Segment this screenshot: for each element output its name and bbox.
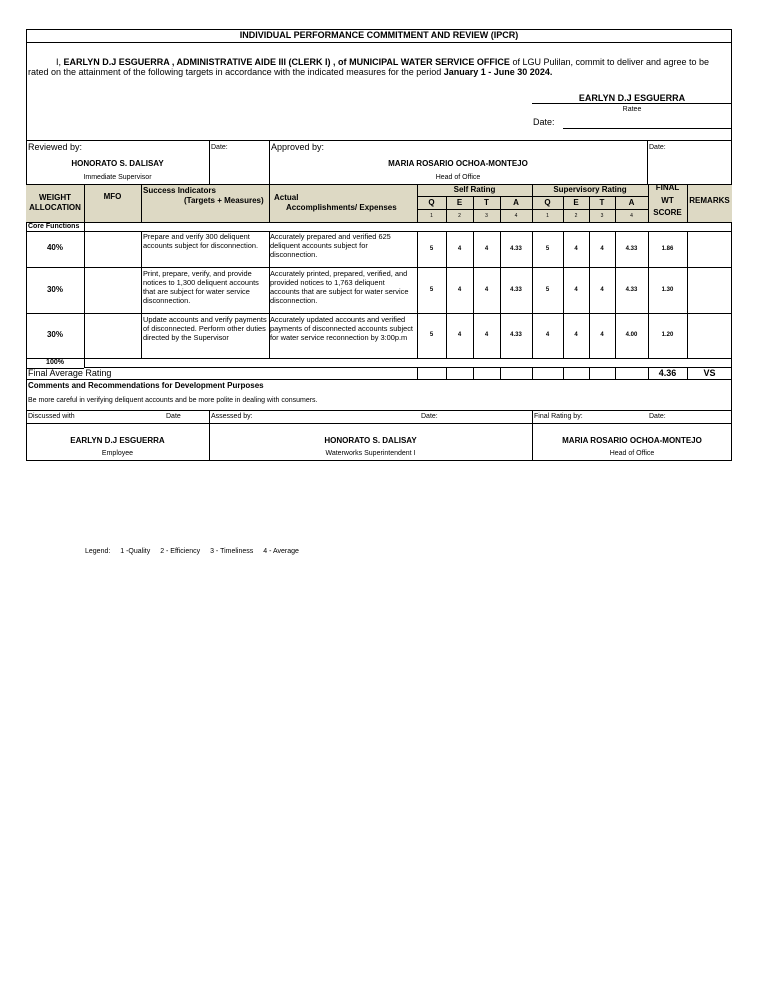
header-num: 3	[485, 213, 488, 219]
divider	[500, 367, 501, 379]
self-rating-t: 4	[484, 246, 489, 252]
weight-cell: 30%	[46, 285, 63, 294]
sup-rating-a: 4.33	[625, 246, 638, 252]
sup-rating-t: 4	[600, 246, 604, 252]
self-rating-q: 5	[429, 287, 434, 293]
commitment-line-2	[28, 68, 552, 77]
header-num: 2	[574, 213, 578, 219]
legend-label: Legend:	[85, 548, 111, 555]
divider	[26, 358, 732, 359]
header-allocation: ALLOCATION	[29, 203, 81, 212]
sup-rating-e: 4	[574, 246, 578, 252]
final-rater-signatory-name: MARIA ROSARIO OCHOA-MONTEJO	[562, 436, 702, 445]
divider	[26, 267, 732, 268]
header-success-indicators: Success Indicators	[143, 186, 216, 195]
weight-cell: 40%	[46, 243, 63, 252]
approved-by-label: Approved by:	[271, 142, 325, 152]
self-rating-e: 4	[457, 246, 462, 252]
header-a: A	[628, 198, 635, 207]
header-num: 3	[600, 213, 604, 219]
final-average-remark: VS	[703, 368, 716, 378]
discussed-date-label: Date	[166, 413, 181, 420]
approver-name: MARIA ROSARIO OCHOA-MONTEJO	[388, 159, 528, 168]
final-average-label: Final Average Rating	[28, 368, 112, 378]
header-num: 2	[458, 213, 461, 219]
sup-rating-q: 5	[545, 287, 550, 293]
header-e: E	[573, 198, 579, 207]
intro-line-2: rated on the attainment of the following targets in accordance with the indicated measures for the period	[28, 67, 442, 77]
header-weight: WEIGHT	[39, 193, 71, 202]
reviewed-by-label: Reviewed by:	[28, 142, 83, 152]
ratee-name: EARLYN D.J ESGUERRA	[578, 93, 686, 103]
header-num: 4	[630, 213, 633, 219]
divider	[84, 184, 85, 368]
final-wt-score: 1.86	[661, 246, 674, 252]
divider	[26, 410, 732, 411]
assessor-signatory-title: Waterworks Superintendent I	[325, 450, 416, 457]
header-t: T	[484, 198, 489, 207]
self-rating-t: 4	[484, 287, 489, 293]
header-actual: Actual	[274, 193, 299, 202]
divider	[500, 196, 501, 222]
self-rating-e: 4	[457, 287, 462, 293]
employee-name-position: EARLYN D.J ESGUERRA , ADMINISTRATIVE AIDE III (CLERK I) , of	[63, 57, 347, 67]
divider	[417, 367, 418, 379]
legend-item: 4 - Average	[263, 548, 299, 555]
divider	[647, 140, 648, 184]
employee-signatory-title: Employee	[101, 450, 134, 457]
divider	[687, 231, 688, 358]
assessed-by-label: Assessed by:	[211, 413, 253, 420]
divider	[26, 379, 732, 380]
approver-title: Head of Office	[435, 174, 481, 181]
header-accomplishments: Accomplishments/ Expenses	[286, 203, 397, 212]
header-supervisory-rating: Supervisory Rating	[553, 185, 627, 194]
commitment-line-1	[56, 58, 709, 67]
form-title: INDIVIDUAL PERFORMANCE COMMITMENT AND REVIEW (IPCR)	[239, 30, 519, 40]
divider	[648, 184, 649, 222]
header-self-rating: Self Rating	[453, 185, 496, 194]
self-rating-a: 4.33	[510, 246, 522, 252]
header-score: SCORE	[653, 208, 682, 217]
self-rating-a: 4.33	[510, 287, 522, 293]
final-wt-score: 1.20	[661, 332, 674, 338]
reviewer-name: HONORATO S. DALISAY	[71, 159, 164, 168]
approval-date-label: Date:	[649, 144, 666, 151]
intro-prefix: I,	[56, 57, 62, 67]
header-num: 4	[514, 213, 518, 219]
divider	[532, 367, 533, 379]
comments-text: Be more careful in verifying deliquent accounts and be more polite in dealing with consumers.	[28, 397, 318, 404]
divider	[417, 184, 418, 222]
reviewer-title: Immediate Supervisor	[83, 174, 152, 181]
header-num: 1	[546, 213, 549, 219]
divider	[26, 313, 732, 314]
self-rating-a: 4.33	[510, 332, 522, 338]
divider	[141, 231, 142, 358]
divider	[26, 42, 732, 43]
divider	[563, 196, 564, 222]
header-t: T	[599, 198, 605, 207]
final-rating-date-label: Date:	[649, 413, 666, 420]
self-rating-t: 4	[484, 332, 489, 338]
header-wt: WT	[661, 196, 674, 205]
sup-rating-t: 4	[600, 332, 604, 338]
divider	[473, 367, 474, 379]
legend-item: 1 -Quality	[120, 548, 151, 555]
ratee-date-label: Date:	[533, 117, 555, 127]
legend-item: 2 - Efficiency	[160, 548, 201, 555]
ratee-signature-line	[532, 103, 732, 104]
header-remarks: REMARKS	[689, 196, 730, 205]
divider	[532, 184, 533, 222]
header-targets-measures: (Targets + Measures)	[184, 196, 264, 205]
self-rating-q: 5	[429, 332, 434, 338]
intro-suffix: of LGU Pulilan, commit to deliver and agree to be	[512, 57, 710, 67]
divider	[615, 196, 616, 222]
divider	[446, 196, 447, 222]
sup-rating-q: 4	[545, 332, 550, 338]
ratee-date-line	[563, 128, 732, 129]
legend-item: 3 - Timeliness	[210, 548, 254, 555]
header-shade	[84, 184, 141, 222]
header-mfo: MFO	[103, 192, 122, 201]
employee-signatory-name: EARLYN D.J ESGUERRA	[70, 436, 165, 445]
divider	[269, 184, 270, 222]
divider	[26, 423, 732, 424]
actual-accomplishment-cell: Accurately updated accounts and verified payments of disconnected accounts subject for water service reconnection by 3:00p.m	[270, 315, 413, 342]
final-average-score: 4.36	[658, 368, 677, 378]
success-indicator-cell: Update accounts and verify payments of disconnected. Perform other duties directed by the Supervisor	[143, 315, 267, 342]
success-indicator-cell: Print, prepare, verify, and provide notices to 1,300 deliquent accounts that are subject for water service disconnection.	[143, 269, 259, 305]
divider	[615, 367, 616, 379]
divider	[473, 196, 474, 222]
rating-period: January 1 - June 30 2024.	[443, 67, 553, 77]
header-q: Q	[428, 198, 435, 207]
divider	[563, 367, 564, 379]
success-indicator-cell: Prepare and verify 300 deliquent accounts subject for disconnection.	[143, 232, 259, 250]
comments-heading: Comments and Recommendations for Development Purposes	[28, 381, 264, 390]
sup-rating-t: 4	[600, 287, 604, 293]
divider	[84, 367, 732, 368]
sup-rating-q: 5	[545, 246, 550, 252]
divider	[589, 196, 590, 222]
assessor-signatory-name: HONORATO S. DALISAY	[324, 436, 417, 445]
actual-accomplishment-cell: Accurately printed, prepared, verified, and provided notices to 1,763 deliquent accounts that are subject for water service disconnection.	[270, 269, 409, 305]
sup-rating-e: 4	[574, 287, 578, 293]
actual-accomplishment-cell: Accurately prepared and verified 625 deliquent accounts subject for disconnection.	[270, 232, 391, 259]
sup-rating-e: 4	[574, 332, 578, 338]
divider	[209, 140, 210, 184]
divider	[26, 222, 732, 223]
self-rating-e: 4	[457, 332, 462, 338]
divider	[687, 184, 688, 222]
sup-rating-a: 4.00	[625, 332, 638, 338]
header-q: Q	[544, 198, 551, 207]
final-rater-signatory-title: Head of Office	[609, 450, 655, 457]
header-final: FINAL	[655, 183, 680, 192]
assessed-date-label: Date:	[421, 413, 438, 420]
discussed-with-label: Discussed with	[28, 413, 75, 420]
header-num: 1	[430, 213, 433, 219]
legend	[85, 548, 299, 555]
sup-rating-a: 4.33	[625, 287, 638, 293]
divider	[26, 140, 732, 141]
final-wt-score: 1.30	[661, 287, 674, 293]
header-e: E	[456, 198, 463, 207]
divider	[141, 184, 142, 222]
header-a: A	[513, 198, 519, 207]
divider	[446, 367, 447, 379]
review-date-label: Date:	[211, 144, 228, 151]
divider	[589, 367, 590, 379]
office-name: MUNICIPAL WATER SERVICE OFFICE	[349, 57, 510, 67]
total-weight: 100%	[46, 359, 64, 366]
self-rating-q: 5	[429, 246, 434, 252]
ratee-label: Ratee	[622, 106, 642, 113]
final-rating-by-label: Final Rating by:	[534, 413, 583, 420]
section-core-functions: Core Functions	[28, 223, 80, 230]
weight-cell: 30%	[46, 330, 63, 339]
